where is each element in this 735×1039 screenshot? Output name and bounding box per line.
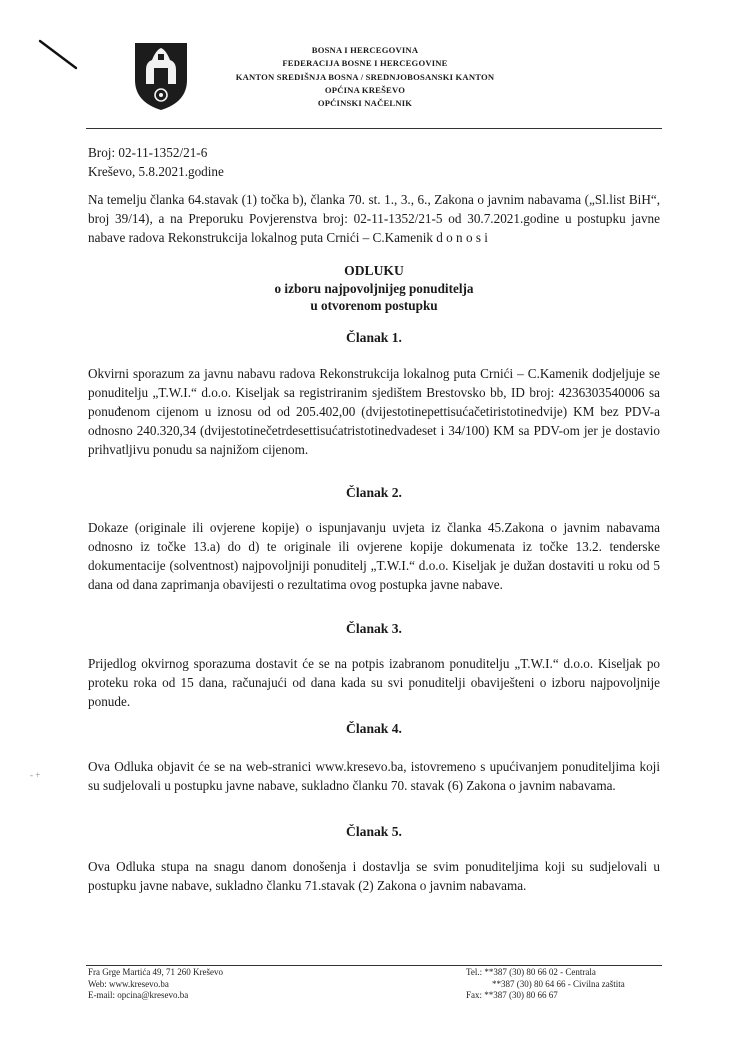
article-1-text: Okvirni sporazum za javnu nabavu radova Rekonstrukcija lokalnog puta Crnići – C.Kamenik dodjeljuje se ponuditelju „T.W.I.“ d.o.o. Kiseljak sa registriranim sjedištem Brestovsko bb, ID broj: 4236303540006 sa ponuđenom cijenom u iznosu od od 205.402,00 (dvijestotinepettisućačetiristotinedvije) KM bez PDV-a odnosno 240.320,34 (dvijestotinečetrdesettisućatristotinedvadeset i 34/100) KM sa PDV-om jer je dostavio prihvatljivu ponudu sa najnižom cijenom. <box>88 366 660 457</box>
header-office: OPĆINSKI NAČELNIK <box>317 98 413 109</box>
article-4-text: Ova Odluka objavit će se na web-stranici www.kresevo.ba, istovremeno s upućivanjem ponuditeljima koji su sudjelovali u postupku javne nabave, sukladno članku 70. stavak (6) Zakona o javnim nabavama. <box>88 759 660 793</box>
article-2-heading: Članak 2. <box>346 485 402 500</box>
article-5-heading: Članak 5. <box>346 824 402 839</box>
footer-fax: Fax: **387 (30) 80 66 67 <box>466 990 558 1000</box>
footer-web: Web: www.kresevo.ba <box>88 978 169 989</box>
header-canton: KANTON SREDIŠNJA BOSNA / SREDNJOBOSANSKI KANTON <box>235 71 495 82</box>
article-3-text: Prijedlog okvirnog sporazuma dostavit će se na potpis izabranom ponuditelju „T.W.I.“ d.o.o. Kiseljak po proteku roka od 15 dana, računajući od dana kada su svi ponuditelji obaviješteni o izboru najpovoljnije ponude. <box>88 656 660 709</box>
article-1-heading: Članak 1. <box>346 330 402 345</box>
document-number: Broj: 02-11-1352/21-6 <box>88 145 208 160</box>
coat-of-arms-icon <box>132 40 190 112</box>
institution-header <box>200 44 530 110</box>
header-municipality: OPĆINA KREŠEVO <box>324 84 406 95</box>
footer-address: Fra Grge Martića 49, 71 260 Kreševo <box>88 967 224 977</box>
document-date: Kreševo, 5.8.2021.godine <box>88 164 224 179</box>
article-4-heading: Članak 4. <box>346 721 402 736</box>
article-3-heading: Članak 3. <box>346 621 402 636</box>
header-federation: FEDERACIJA BOSNE I HERCEGOVINE <box>282 58 448 69</box>
document-meta <box>88 143 224 181</box>
scan-margin-mark: - + <box>30 770 41 780</box>
footer-email: E-mail: opcina@kresevo.ba <box>88 990 189 1000</box>
article-2-text: Dokaze (originale ili ovjerene kopije) o ispunjavanju uvjeta iz članka 45.Zakona o javnim nabavama odnosno iz točke 13.a) do d) te originale ili ovjerene kopije dokumenata iz točke 13.2. tenderske dokumentacije (solventnost) najpovoljniji ponuditelj „T.W.I.“ d.o.o. Kiseljak je dužan dostaviti u roku od 5 dana od dana zaprimanja obavijesti o rezultatima ovog postupka javne nabave. <box>88 520 660 592</box>
footer-tel-central: Tel.: **387 (30) 80 66 02 - Centrala <box>466 967 596 977</box>
footer-divider <box>86 965 662 966</box>
decision-subtitle-2: u otvorenom postupku <box>310 298 438 313</box>
intro-paragraph: Na temelju članka 64.stavak (1) točka b), članka 70. st. 1., 3., 6., Zakona o javnim nabavama („Sl.list BiH“, broj 39/14), a na Preporuku Povjerenstva broj: 02-11-1352/21-5 od 30.7.2021.godine u postupku javne nabave radova Rekonstrukcija lokalnog puta Crnići – C.Kamenik d o n o s i <box>88 192 660 245</box>
footer-tel-civil: **387 (30) 80 64 66 - Civilna zaštita <box>492 978 625 989</box>
footer-contact-right <box>466 967 625 1002</box>
article-5-text: Ova Odluka stupa na snagu danom donošenja i dostavlja se svim ponuditeljima koji su sudjelovali u postupku javne nabave, sukladno članku 71.stavak (2) Zakona o javnim nabavama. <box>88 859 660 893</box>
decision-subtitle-1: o izboru najpovoljnijeg ponuditelja <box>274 281 474 296</box>
header-divider <box>86 128 662 129</box>
footer-contact-left <box>88 967 223 1002</box>
decision-title: ODLUKU <box>344 263 404 278</box>
scan-stroke-mark <box>38 38 80 72</box>
header-country: BOSNA I HERCEGOVINA <box>311 45 419 55</box>
